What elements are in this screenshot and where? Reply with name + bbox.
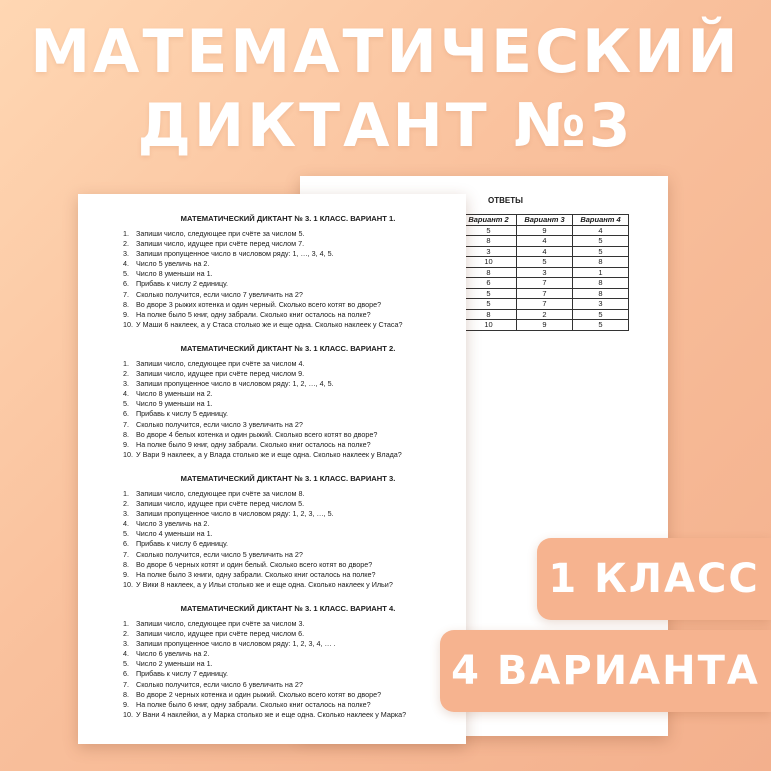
task-text: У Вики 8 наклеек, а у Ильи столько же и еще одна. Сколько наклеек у Ильи?	[136, 579, 393, 589]
list-item: 2. Запиши число, идущее при счёте перед числом 9.	[123, 369, 305, 379]
task-list	[123, 359, 453, 460]
task-text: Число 3 увеличь на 2.	[136, 519, 210, 529]
answer-cell: 7	[517, 299, 573, 310]
answer-cell: 1	[573, 267, 629, 278]
task-text: Запиши число, следующее при счёте за числом 4.	[136, 359, 305, 368]
task-text: Запиши пропущенное число в числовом ряду: 1, 2, …, 4, 5.	[136, 379, 334, 389]
answers-heading: ОТВЕТЫ	[488, 196, 523, 205]
answer-cell: 8	[573, 257, 629, 268]
list-item: 1. Запиши число, следующее при счёте за числом 5.	[123, 229, 305, 238]
list-item: 4. Число 8 уменьши на 2.	[123, 389, 213, 399]
answer-cell: 5	[573, 246, 629, 257]
task-text: Прибавь к числу 2 единицу.	[136, 279, 228, 289]
task-text: На полке было 9 книг, одну забрали. Сколько книг осталось на полке?	[136, 439, 371, 449]
task-list	[123, 489, 453, 590]
answer-cell: 7	[517, 278, 573, 289]
list-item: 5. Число 8 уменьши на 1.	[123, 269, 213, 279]
task-text: Запиши пропущенное число в числовом ряду: 1, 2, 3, 4, … .	[136, 639, 336, 649]
list-item: 8. Во дворе 2 черных котенка и один рыжий. Сколько всего котят во дворе?	[123, 689, 382, 699]
task-text: Прибавь к числу 7 единицу.	[136, 669, 228, 679]
task-text: Запиши число, следующее при счёте за числом 8.	[136, 489, 305, 498]
list-item: 4. Число 6 увеличь на 2.	[123, 649, 210, 659]
list-item: 4. Число 3 увеличь на 2.	[123, 519, 210, 529]
table-row	[461, 246, 629, 257]
variant-block-4	[123, 604, 453, 720]
task-text: Прибавь к числу 5 единицу.	[136, 409, 228, 419]
list-item: 2. Запиши число, идущее при счёте перед числом 7.	[123, 239, 305, 249]
variant-heading: МАТЕМАТИЧЕСКИЙ ДИКТАНТ № 3. 1 КЛАСС. ВАРИАНТ 1.	[180, 214, 396, 223]
list-item: 9. На полке было 5 книг, одну забрали. Сколько книг осталось на полке?	[123, 309, 371, 319]
list-item: 9. На полке было 3 книги, одну забрали. Сколько книг осталось на полке?	[123, 569, 376, 579]
task-text: У Маши 6 наклеек, а у Стаса столько же и еще одна. Сколько наклеек у Стаса?	[136, 319, 403, 329]
table-row	[461, 257, 629, 268]
table-row	[461, 320, 629, 331]
list-item: 10. У Маши 6 наклеек, а у Стаса столько же и еще одна. Сколько наклеек у Стаса?	[123, 319, 403, 329]
list-item: 7. Сколько получится, если число 7 увеличить на 2?	[123, 289, 303, 299]
variant-block-2	[123, 344, 453, 460]
list-item: 6. Прибавь к числу 6 единицу.	[123, 539, 228, 549]
answers-column-header: Вариант 2	[461, 215, 517, 226]
list-item: 2. Запиши число, идущее при счёте перед числом 6.	[123, 629, 305, 639]
list-item: 1. Запиши число, следующее при счёте за числом 8.	[123, 489, 305, 498]
task-text: Во дворе 3 рыжих котенка и один черный. Сколько всего котят во дворе?	[136, 299, 382, 309]
answer-cell: 4	[517, 236, 573, 247]
task-text: Число 6 увеличь на 2.	[136, 649, 210, 659]
list-item: 3. Запиши пропущенное число в числовом ряду: 1, …, 3, 4, 5.	[123, 249, 334, 259]
grade-badge: 1 КЛАСС	[537, 538, 771, 620]
answer-cell: 10	[461, 320, 517, 331]
answer-cell: 9	[517, 320, 573, 331]
list-item: 4. Число 5 увеличь на 2.	[123, 259, 210, 269]
task-text: Сколько получится, если число 6 увеличить на 2?	[136, 679, 303, 689]
answer-cell: 4	[517, 246, 573, 257]
answer-cell: 3	[573, 299, 629, 310]
task-text: Число 8 уменьши на 2.	[136, 389, 213, 399]
task-list	[123, 619, 453, 720]
variant-heading: МАТЕМАТИЧЕСКИЙ ДИКТАНТ № 3. 1 КЛАСС. ВАРИАНТ 3.	[180, 474, 396, 483]
task-text: Запиши число, следующее при счёте за числом 3.	[136, 619, 305, 628]
list-item: 6. Прибавь к числу 7 единицу.	[123, 669, 228, 679]
variant-heading: МАТЕМАТИЧЕСКИЙ ДИКТАНТ № 3. 1 КЛАСС. ВАРИАНТ 2.	[180, 344, 396, 353]
list-item: 9. На полке было 6 книг, одну забрали. Сколько книг осталось на полке?	[123, 699, 371, 709]
list-item: 10. У Вари 9 наклеек, а у Влада столько же и еще одна. Сколько наклеек у Влада?	[123, 449, 402, 459]
list-item: 3. Запиши пропущенное число в числовом ряду: 1, 2, 3, 4, … .	[123, 639, 336, 649]
answer-cell: 8	[461, 236, 517, 247]
answer-cell: 5	[573, 320, 629, 331]
list-item: 6. Прибавь к числу 2 единицу.	[123, 279, 228, 289]
task-text: Число 5 увеличь на 2.	[136, 259, 210, 269]
task-text: У Вари 9 наклеек, а у Влада столько же и еще одна. Сколько наклеек у Влада?	[136, 449, 402, 459]
answers-header-row	[461, 215, 629, 226]
title-line-1: МАТЕМАТИЧЕСКИЙ	[30, 17, 741, 87]
task-text: Во дворе 4 белых котенка и один рыжий. Сколько всего котят во дворе?	[136, 429, 378, 439]
answer-cell: 5	[461, 225, 517, 236]
list-item: 5. Число 4 уменьши на 1.	[123, 529, 213, 539]
task-text: Прибавь к числу 6 единицу.	[136, 539, 228, 549]
task-text: Запиши пропущенное число в числовом ряду: 1, 2, 3, …, 5.	[136, 509, 334, 519]
table-row	[461, 267, 629, 278]
task-text: Во дворе 6 черных котят и один белый. Сколько всего котят во дворе?	[136, 559, 373, 569]
list-item: 1. Запиши число, следующее при счёте за числом 3.	[123, 619, 305, 628]
list-item: 10. У Вики 8 наклеек, а у Ильи столько же и еще одна. Сколько наклеек у Ильи?	[123, 579, 393, 589]
variant-block-3	[123, 474, 453, 590]
answers-column-header: Вариант 3	[517, 215, 573, 226]
title-line-2: ДИКТАНТ №3	[137, 91, 634, 161]
answer-cell: 3	[461, 246, 517, 257]
answer-cell: 5	[517, 257, 573, 268]
answer-cell: 8	[461, 267, 517, 278]
task-text: Запиши число, идущее при счёте перед числом 9.	[136, 369, 305, 379]
list-item: 7. Сколько получится, если число 5 увеличить на 2?	[123, 549, 303, 559]
task-text: Запиши число, следующее при счёте за числом 5.	[136, 229, 305, 238]
answer-cell: 8	[461, 309, 517, 320]
list-item: 2. Запиши число, идущее при счёте перед числом 5.	[123, 499, 305, 509]
list-item: 8. Во дворе 6 черных котят и один белый. Сколько всего котят во дворе?	[123, 559, 373, 569]
answer-cell: 5	[573, 309, 629, 320]
list-item: 9. На полке было 9 книг, одну забрали. Сколько книг осталось на полке?	[123, 439, 371, 449]
answer-cell: 7	[517, 288, 573, 299]
answer-cell: 5	[461, 299, 517, 310]
answer-cell: 8	[573, 288, 629, 299]
task-text: Запиши число, идущее при счёте перед числом 5.	[136, 499, 305, 509]
answers-column-header: Вариант 4	[573, 215, 629, 226]
table-row	[461, 288, 629, 299]
task-text: На полке было 5 книг, одну забрали. Сколько книг осталось на полке?	[136, 309, 371, 319]
answer-cell: 5	[573, 236, 629, 247]
table-row	[461, 309, 629, 320]
task-text: На полке было 3 книги, одну забрали. Сколько книг осталось на полке?	[136, 569, 376, 579]
task-text: Сколько получится, если число 3 увеличить на 2?	[136, 419, 303, 429]
list-item: 6. Прибавь к числу 5 единицу.	[123, 409, 228, 419]
list-item: 8. Во дворе 3 рыжих котенка и один черный. Сколько всего котят во дворе?	[123, 299, 382, 309]
list-item: 3. Запиши пропущенное число в числовом ряду: 1, 2, …, 4, 5.	[123, 379, 334, 389]
list-item: 3. Запиши пропущенное число в числовом ряду: 1, 2, 3, …, 5.	[123, 509, 334, 519]
table-row	[461, 299, 629, 310]
list-item: 1. Запиши число, следующее при счёте за числом 4.	[123, 359, 305, 368]
variants-count-badge: 4 ВАРИАНТА	[440, 630, 771, 712]
variant-block-1	[123, 214, 453, 330]
answer-cell: 8	[573, 278, 629, 289]
task-text: Число 8 уменьши на 1.	[136, 269, 213, 279]
task-text: Во дворе 2 черных котенка и один рыжий. Сколько всего котят во дворе?	[136, 689, 382, 699]
task-text: Запиши число, идущее при счёте перед числом 6.	[136, 629, 305, 639]
task-text: Число 9 уменьши на 1.	[136, 399, 213, 409]
list-item: 8. Во дворе 4 белых котенка и один рыжий. Сколько всего котят во дворе?	[123, 429, 378, 439]
task-text: Число 2 уменьши на 1.	[136, 659, 213, 669]
list-item: 10. У Вани 4 наклейки, а у Марка столько же и еще одна. Сколько наклеек у Марка?	[123, 709, 407, 719]
task-text: У Вани 4 наклейки, а у Марка столько же и еще одна. Сколько наклеек у Марка?	[136, 709, 407, 719]
variant-heading: МАТЕМАТИЧЕСКИЙ ДИКТАНТ № 3. 1 КЛАСС. ВАРИАНТ 4.	[180, 604, 396, 613]
answer-cell: 9	[517, 225, 573, 236]
list-item: 5. Число 9 уменьши на 1.	[123, 399, 213, 409]
task-list	[123, 229, 453, 330]
task-text: Сколько получится, если число 5 увеличить на 2?	[136, 549, 303, 559]
answer-cell: 10	[461, 257, 517, 268]
answer-cell: 5	[461, 288, 517, 299]
answer-cell: 2	[517, 309, 573, 320]
task-text: На полке было 6 книг, одну забрали. Сколько книг осталось на полке?	[136, 699, 371, 709]
answer-cell: 4	[573, 225, 629, 236]
answer-cell: 6	[461, 278, 517, 289]
dictation-sheet	[78, 194, 466, 744]
task-text: Число 4 уменьши на 1.	[136, 529, 213, 539]
table-row	[461, 236, 629, 247]
list-item: 7. Сколько получится, если число 3 увеличить на 2?	[123, 419, 303, 429]
task-text: Запиши число, идущее при счёте перед числом 7.	[136, 239, 305, 249]
table-row	[461, 278, 629, 289]
list-item: 7. Сколько получится, если число 6 увеличить на 2?	[123, 679, 303, 689]
task-text: Запиши пропущенное число в числовом ряду: 1, …, 3, 4, 5.	[136, 249, 334, 259]
answer-cell: 3	[517, 267, 573, 278]
task-text: Сколько получится, если число 7 увеличить на 2?	[136, 289, 303, 299]
answers-table	[460, 214, 629, 331]
table-row	[461, 225, 629, 236]
list-item: 5. Число 2 уменьши на 1.	[123, 659, 213, 669]
